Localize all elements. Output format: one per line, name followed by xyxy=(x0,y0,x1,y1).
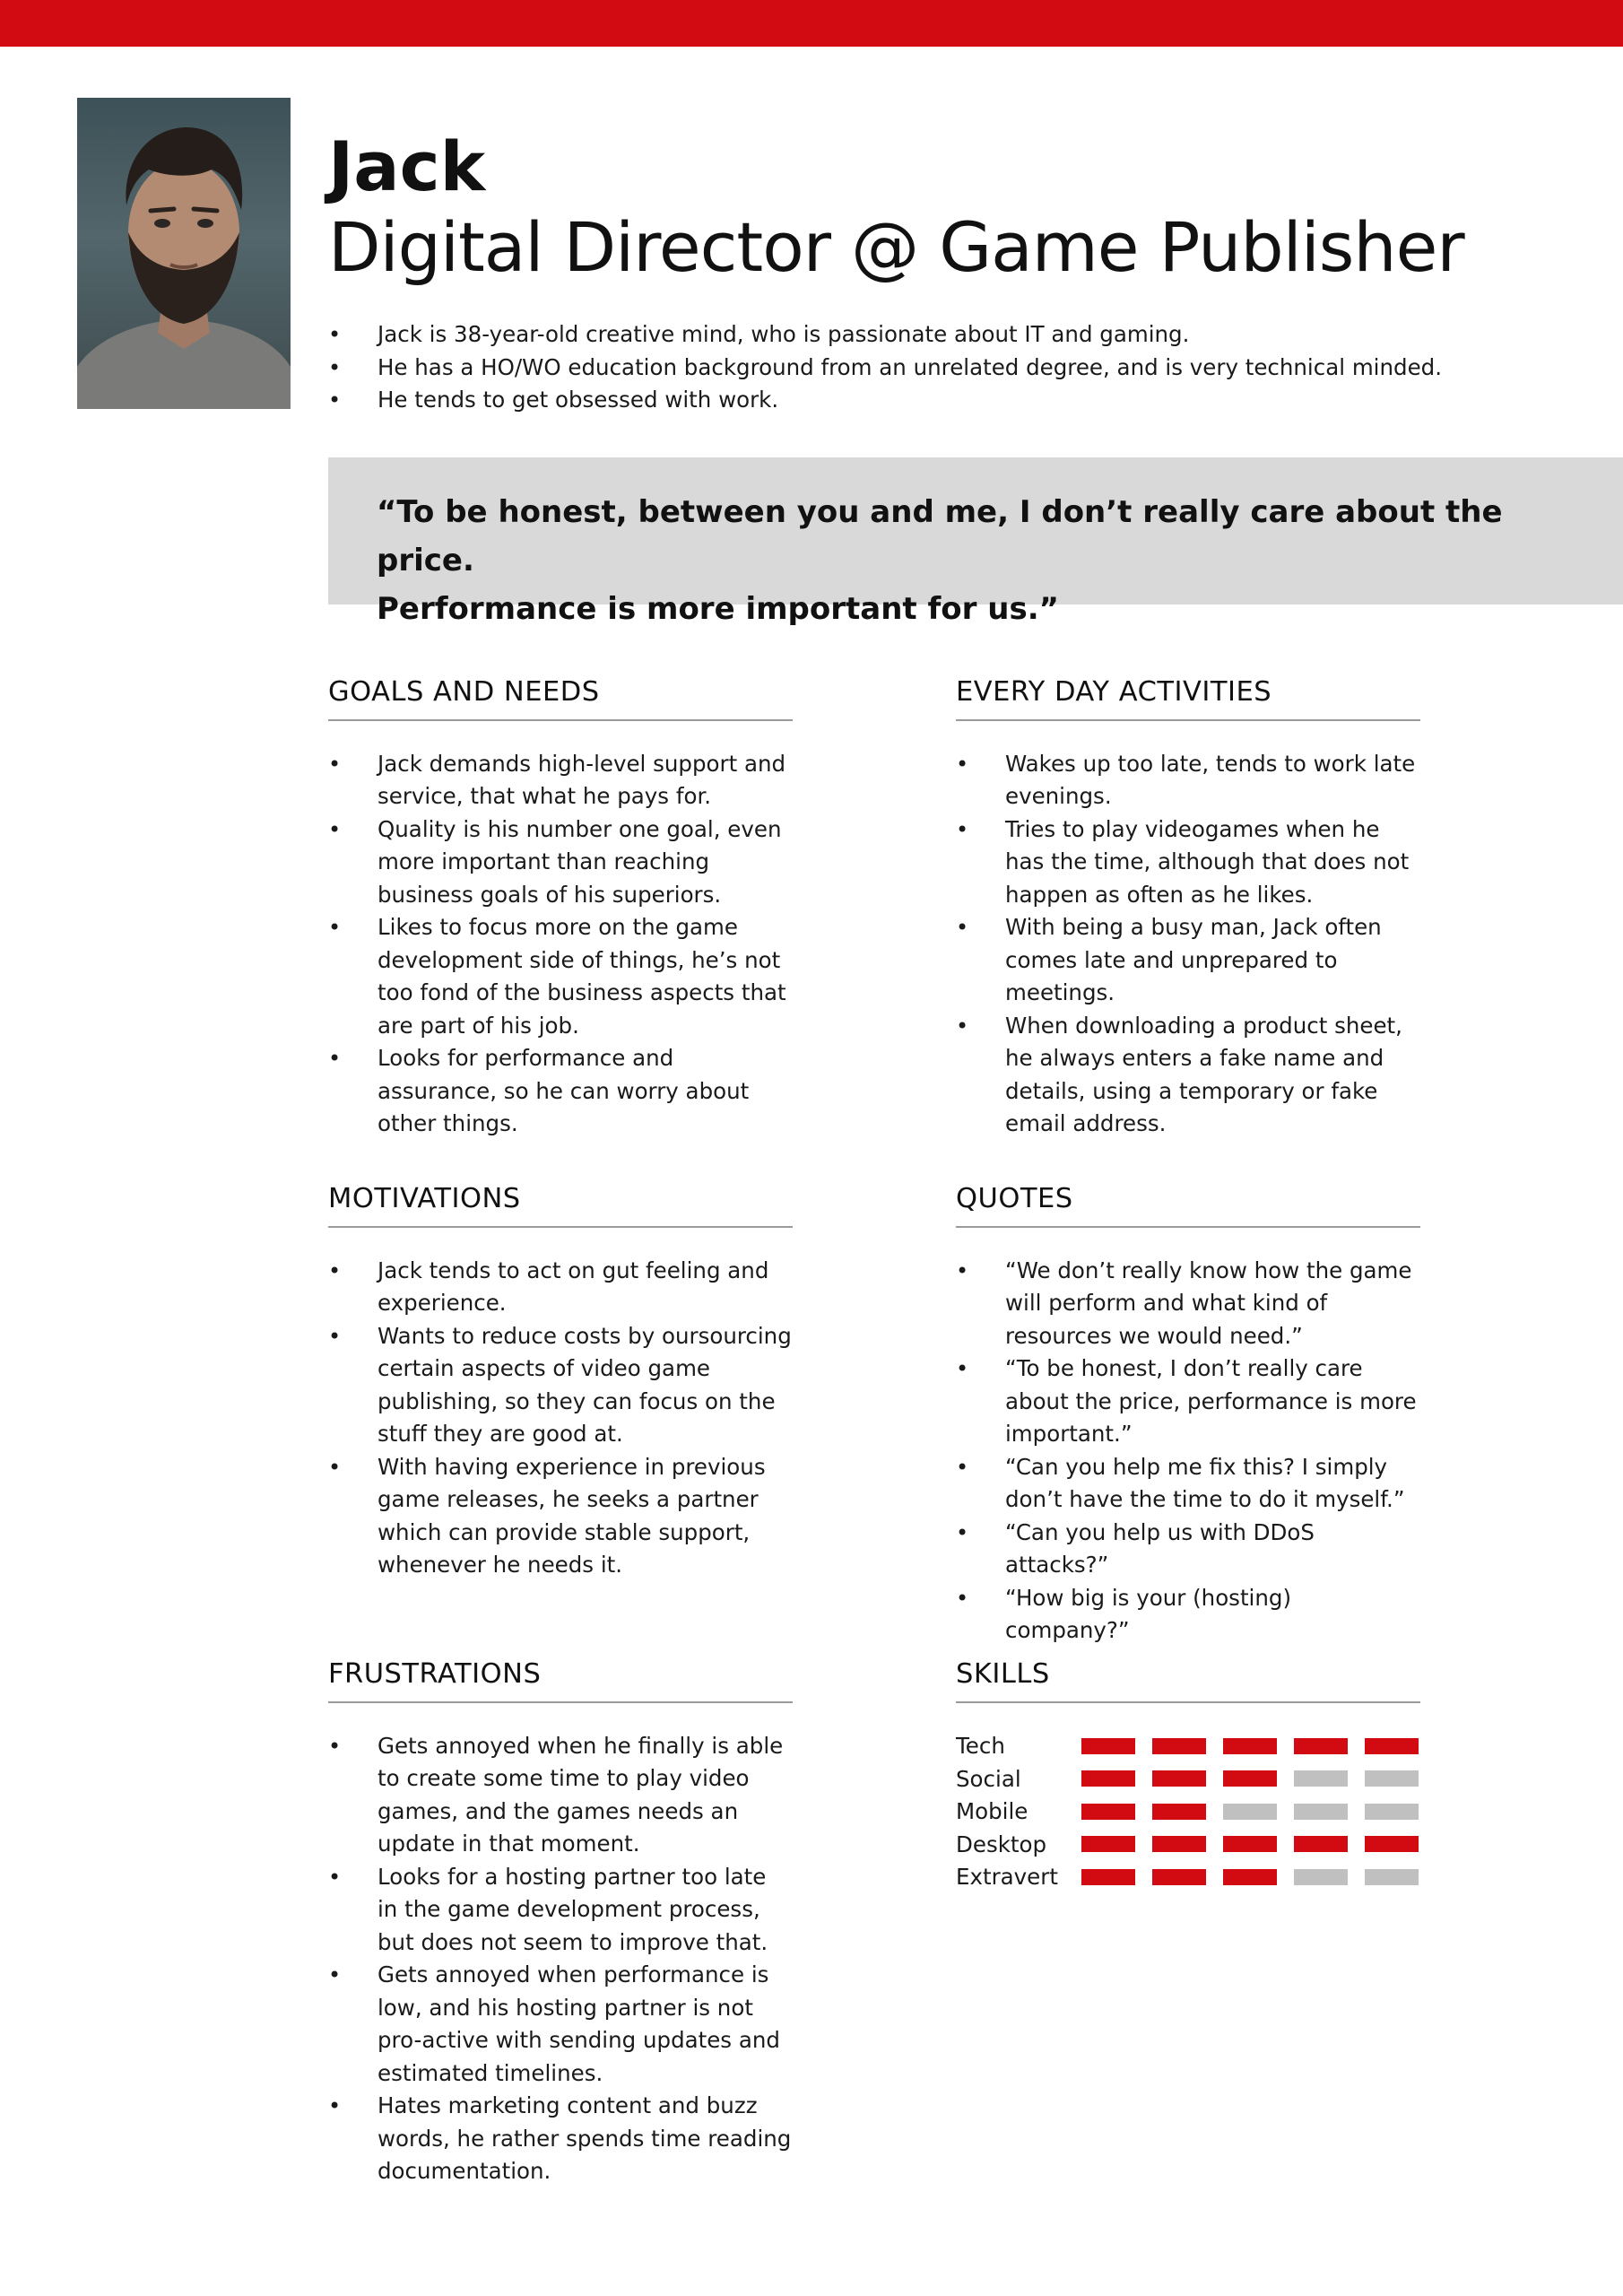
skill-bar-filled xyxy=(1152,1869,1206,1885)
highlight-quote-line: Performance is more important for us.” xyxy=(377,591,1059,627)
quotes-item: • “Can you help me fix this? I simply don’t have the time to do it myself.” xyxy=(956,1451,1420,1517)
skill-bar-filled xyxy=(1152,1738,1206,1754)
frustrations-section xyxy=(328,1658,793,2188)
portrait-illustration xyxy=(77,98,291,409)
skill-bar-empty xyxy=(1365,1804,1419,1820)
persona-name: Jack xyxy=(328,126,486,206)
skill-bar-filled xyxy=(1223,1869,1277,1885)
skill-bar-filled xyxy=(1294,1836,1348,1852)
skill-bar-filled xyxy=(1081,1770,1135,1787)
skill-bar-empty xyxy=(1294,1770,1348,1787)
activities-title: EVERY DAY ACTIVITIES xyxy=(956,679,1420,721)
quotes-title: QUOTES xyxy=(956,1186,1420,1228)
goals-list xyxy=(328,748,793,1141)
activities-item: • Wakes up too late, tends to work late evenings. xyxy=(956,748,1420,813)
skill-level-meter xyxy=(1081,1804,1419,1820)
skill-bar-empty xyxy=(1223,1804,1277,1820)
skill-bar-filled xyxy=(1223,1836,1277,1852)
intro-item: • Jack is 38-year-old creative mind, who is passionate about IT and gaming. xyxy=(328,318,1584,352)
skill-bar-empty xyxy=(1294,1804,1348,1820)
goals-item: • Quality is his number one goal, even more important than reaching business goals of his superiors. xyxy=(328,813,793,912)
skill-row xyxy=(956,1796,1420,1829)
skill-bar-filled xyxy=(1081,1738,1135,1754)
skill-label: Social xyxy=(956,1765,1021,1792)
activities-item: • With being a busy man, Jack often comes late and unprepared to meetings. xyxy=(956,911,1420,1010)
motivations-item: • With having experience in previous game releases, he seeks a partner which can provide stable support, whenever he needs it. xyxy=(328,1451,793,1582)
motivations-item: • Wants to reduce costs by oursourcing certain aspects of video game publishing, so they can focus on the stuff they are good at. xyxy=(328,1320,793,1451)
skills-section xyxy=(956,1658,1420,1893)
skill-bar-filled xyxy=(1152,1804,1206,1820)
skill-level-meter xyxy=(1081,1770,1419,1787)
motivations-item: • Jack tends to act on gut feeling and experience. xyxy=(328,1255,793,1320)
skill-row xyxy=(956,1828,1420,1861)
profile-photo xyxy=(77,98,291,409)
quotes-item: • “Can you help us with DDoS attacks?” xyxy=(956,1517,1420,1582)
activities-item: • Tries to play videogames when he has the time, although that does not happen as often as he likes. xyxy=(956,813,1420,912)
skill-bar-filled xyxy=(1081,1836,1135,1852)
quotes-item: • “To be honest, I don’t really care about the price, performance is more important.” xyxy=(956,1352,1420,1451)
skill-bar-filled xyxy=(1223,1770,1277,1787)
skills-list xyxy=(956,1730,1420,1894)
skill-row xyxy=(956,1730,1420,1763)
skill-label: Tech xyxy=(956,1733,1005,1760)
skill-bar-filled xyxy=(1081,1804,1135,1820)
intro-list xyxy=(328,318,1584,417)
goals-item: • Looks for performance and assurance, so he can worry about other things. xyxy=(328,1042,793,1141)
intro-item: • He tends to get obsessed with work. xyxy=(328,384,1584,417)
goals-item: • Jack demands high-level support and service, that what he pays for. xyxy=(328,748,793,813)
highlight-quote-line: “To be honest, between you and me, I don’t really care about the price. xyxy=(377,494,1503,578)
skill-row xyxy=(956,1861,1420,1894)
activities-item: • When downloading a product sheet, he always enters a fake name and details, using a temporary or fake email address. xyxy=(956,1010,1420,1141)
intro-item: • He has a HO/WO education background from an unrelated degree, and is very technical minded. xyxy=(328,352,1584,385)
skill-bar-empty xyxy=(1365,1770,1419,1787)
skill-bar-filled xyxy=(1294,1738,1348,1754)
skill-level-meter xyxy=(1081,1869,1419,1885)
skill-bar-empty xyxy=(1365,1869,1419,1885)
goals-item: • Likes to focus more on the game development side of things, he’s not too fond of the business aspects that are part of his job. xyxy=(328,911,793,1042)
skill-bar-filled xyxy=(1365,1738,1419,1754)
skill-bar-filled xyxy=(1152,1770,1206,1787)
goals-section xyxy=(328,676,793,1141)
quotes-item: • “How big is your (hosting) company?” xyxy=(956,1582,1420,1648)
persona-job-title: Digital Director @ Game Publisher xyxy=(328,207,1464,287)
skill-level-meter xyxy=(1081,1738,1419,1754)
activities-section xyxy=(956,676,1420,1141)
skill-bar-filled xyxy=(1223,1738,1277,1754)
goals-title: GOALS AND NEEDS xyxy=(328,679,793,721)
frustrations-item: • Looks for a hosting partner too late in the game development process, but does not seem to improve that. xyxy=(328,1861,793,1960)
skill-bar-filled xyxy=(1152,1836,1206,1852)
skill-level-meter xyxy=(1081,1836,1419,1852)
motivations-list xyxy=(328,1255,793,1582)
skill-label: Desktop xyxy=(956,1831,1047,1857)
highlight-quote-text xyxy=(377,488,1575,633)
top-accent-bar xyxy=(0,0,1623,47)
skill-label: Mobile xyxy=(956,1798,1028,1825)
skills-title: SKILLS xyxy=(956,1661,1420,1703)
quotes-list xyxy=(956,1255,1420,1648)
frustrations-item: • Hates marketing content and buzz words, he rather spends time reading documentation. xyxy=(328,2090,793,2188)
frustrations-list xyxy=(328,1730,793,2188)
quotes-item: • “We don’t really know how the game will perform and what kind of resources we would need.” xyxy=(956,1255,1420,1353)
skill-bar-empty xyxy=(1294,1869,1348,1885)
quotes-section xyxy=(956,1183,1420,1648)
highlight-quote xyxy=(328,457,1623,627)
activities-list xyxy=(956,748,1420,1141)
skill-row xyxy=(956,1762,1420,1796)
skill-bar-filled xyxy=(1365,1836,1419,1852)
frustrations-item: • Gets annoyed when performance is low, and his hosting partner is not pro-active with sending updates and estimated timelines. xyxy=(328,1959,793,2090)
frustrations-item: • Gets annoyed when he finally is able to create some time to play video games, and the games needs an update in that moment. xyxy=(328,1730,793,1861)
skill-label: Extravert xyxy=(956,1864,1058,1891)
frustrations-title: FRUSTRATIONS xyxy=(328,1661,793,1703)
motivations-title: MOTIVATIONS xyxy=(328,1186,793,1228)
skill-bar-filled xyxy=(1081,1869,1135,1885)
motivations-section xyxy=(328,1183,793,1582)
